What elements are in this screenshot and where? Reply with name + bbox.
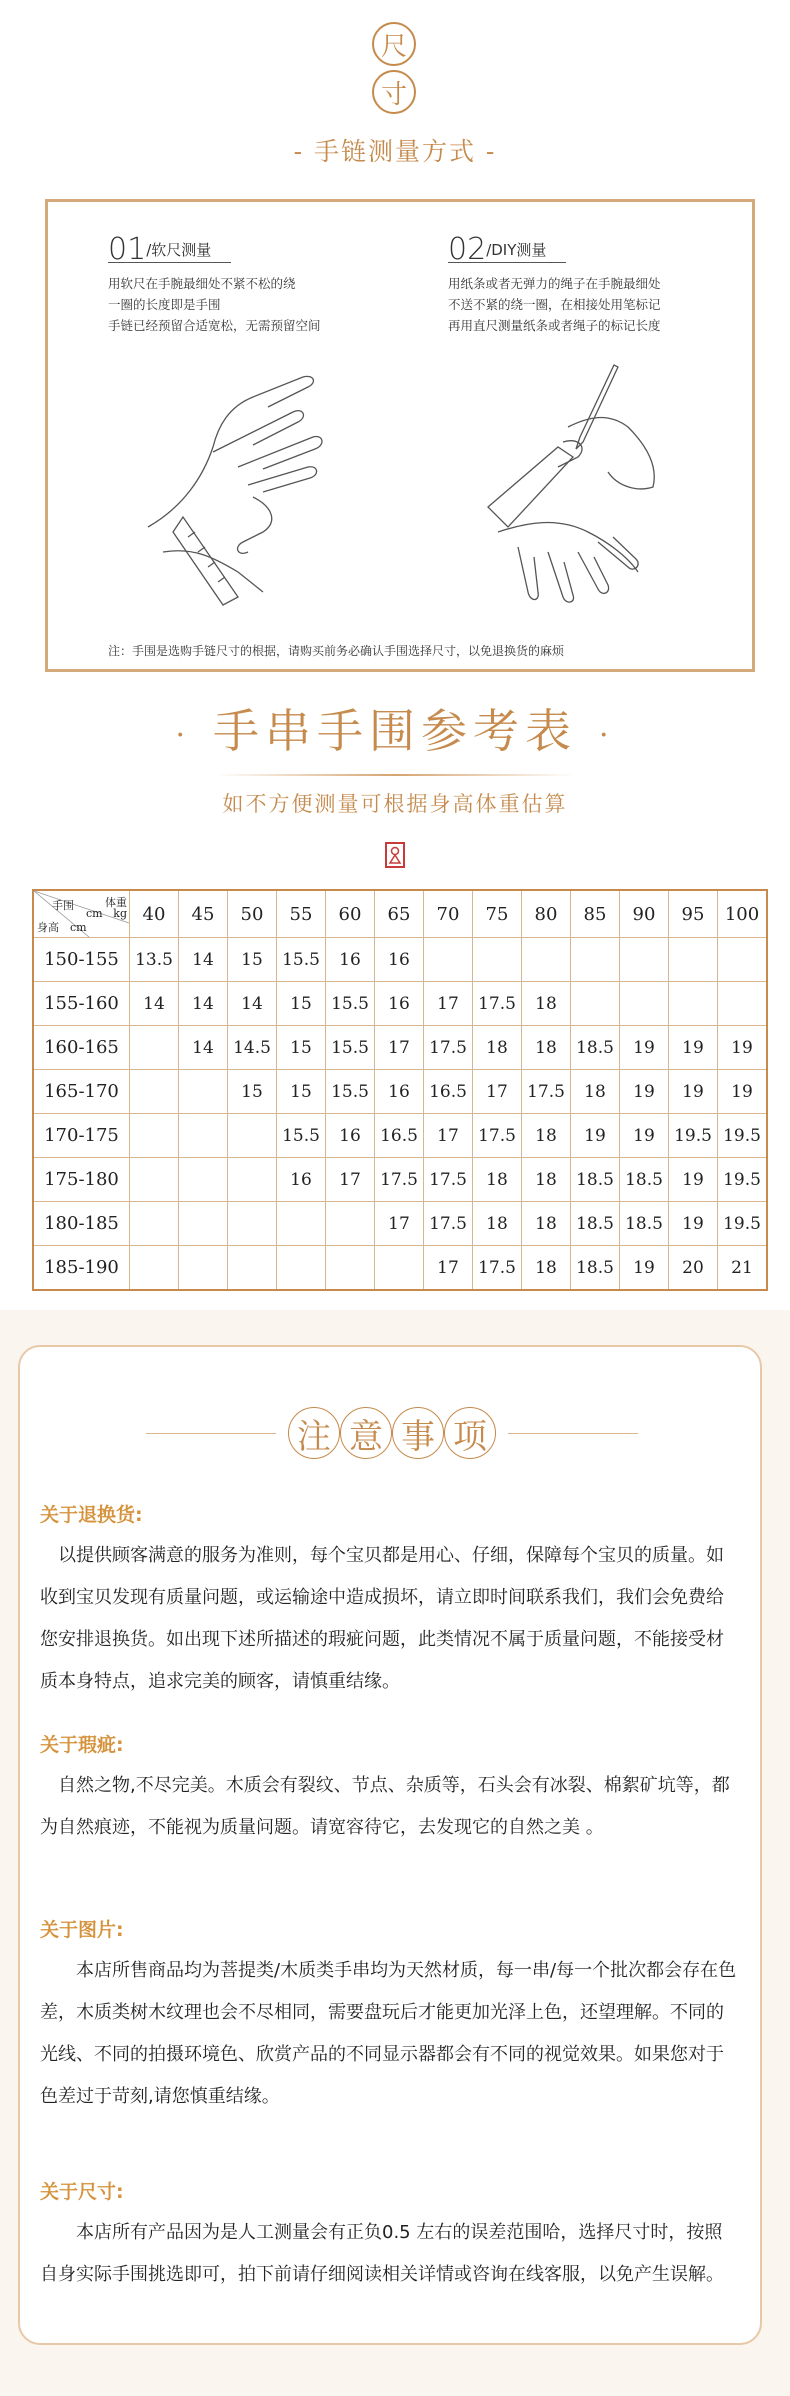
size-table-subtitle: 如不方便测量可根据身高体重估算	[222, 792, 568, 816]
wrist-size-cell	[228, 1202, 277, 1246]
size-table-title	[0, 695, 790, 761]
wrist-size-cell	[718, 982, 768, 1026]
weight-header-3: 55	[277, 890, 326, 938]
wrist-size-cell	[522, 938, 571, 982]
wrist-size-cell: 17	[473, 1070, 522, 1114]
weight-header-7: 75	[473, 890, 522, 938]
corner-wrist-label: 手围	[52, 899, 74, 912]
height-range-cell: 185-190	[33, 1246, 130, 1291]
wrist-size-cell	[669, 938, 718, 982]
wrist-size-cell: 16	[375, 938, 424, 982]
wrist-size-cell	[130, 1114, 179, 1158]
wrist-size-cell	[130, 1158, 179, 1202]
wrist-size-cell	[718, 938, 768, 982]
height-range-cell: 170-175	[33, 1114, 130, 1158]
flaws-text: 自然之物,不尽完美。木质会有裂纹、节点、杂质等，石头会有冰裂、棉絮矿坑等，都为自然痕迹，不能视为质量问题。请宽容待它，去发现它的自然之美 。	[40, 1775, 730, 1838]
wrist-size-cell: 15	[277, 1026, 326, 1070]
wrist-size-cell: 15.5	[277, 1114, 326, 1158]
wrist-size-cell: 16	[326, 1114, 375, 1158]
notes-title	[20, 1407, 764, 1459]
wrist-size-cell: 19.5	[718, 1158, 768, 1202]
wrist-size-cell: 16	[326, 938, 375, 982]
wrist-size-cell: 18.5	[620, 1158, 669, 1202]
notes-card	[18, 1345, 762, 2345]
size-heading: 关于尺寸:	[40, 2181, 124, 2203]
method-1-text: 用软尺在手腕最细处不紧不松的绕 一圈的长度即是手围 手链已经预留合适宽松，无需预留空间	[108, 276, 321, 333]
wrist-size-cell: 18	[522, 1158, 571, 1202]
wrist-size-cell: 15.5	[277, 938, 326, 982]
notes-title-char-2: 意	[340, 1407, 392, 1459]
measure-method-heading: - 手链测量方式 -	[293, 137, 497, 166]
size-seal	[372, 22, 418, 118]
weight-header-2: 50	[228, 890, 277, 938]
wrist-size-cell	[473, 938, 522, 982]
corner-height-label: 身高	[37, 921, 59, 934]
wrist-size-cell	[375, 1246, 424, 1291]
table-row	[33, 938, 767, 982]
wrist-size-cell: 16	[375, 982, 424, 1026]
method-2-title: /DIY测量	[486, 241, 547, 259]
wrist-size-cell: 18	[522, 1202, 571, 1246]
table-row	[33, 1202, 767, 1246]
weight-header-1: 45	[179, 890, 228, 938]
wrist-size-cell: 18	[473, 1158, 522, 1202]
wrist-size-cell: 14	[179, 1026, 228, 1070]
table-row	[33, 1114, 767, 1158]
title-divider	[215, 774, 575, 776]
wrist-size-cell: 18.5	[620, 1202, 669, 1246]
weight-header-0: 40	[130, 890, 179, 938]
wrist-size-cell: 19.5	[718, 1114, 768, 1158]
wrist-size-cell: 15.5	[326, 1026, 375, 1070]
flaws-heading: 关于瑕疵:	[40, 1734, 124, 1756]
table-corner-cell	[33, 890, 130, 938]
corner-cm-label: cm	[86, 907, 103, 920]
wrist-size-cell: 18	[473, 1026, 522, 1070]
wrist-size-cell: 17	[424, 982, 473, 1026]
images-text: 本店所售商品均为菩提类/木质类手串均为天然材质，每一串/每一个批次都会存在色差，木质类树木纹理也会不尽相同，需要盘玩后才能更加光泽上色，还望理解。不同的光线、不同的拍摄环境色、欣赏产品的不同显示器都会有不同的视觉效果。如果您对于色差过于苛刻,请您慎重结缘。	[40, 1960, 737, 2107]
wrist-size-cell: 17.5	[473, 1246, 522, 1291]
notes-title-line-left	[146, 1433, 276, 1434]
wrist-size-cell	[424, 938, 473, 982]
wrist-size-cell: 20	[669, 1246, 718, 1291]
notes-section-size	[40, 2177, 740, 2296]
measure-note: 注：手围是选购手链尺寸的根据，请购买前务必确认手围选择尺寸，以免退换货的麻烦	[108, 644, 565, 658]
wrist-size-cell: 16.5	[375, 1114, 424, 1158]
size-table-title-text: 手串手围参考表	[213, 704, 577, 758]
wrist-size-table	[32, 889, 768, 1291]
wrist-size-cell: 16.5	[424, 1070, 473, 1114]
notes-section-images	[40, 1915, 740, 2118]
wrist-size-cell: 15.5	[326, 982, 375, 1026]
weight-header-11: 95	[669, 890, 718, 938]
wrist-size-cell: 15	[277, 1070, 326, 1114]
wrist-size-cell: 16	[277, 1158, 326, 1202]
wrist-size-cell	[620, 938, 669, 982]
wrist-size-cell: 17.5	[473, 982, 522, 1026]
wrist-size-cell	[228, 1158, 277, 1202]
notes-title-line-right	[508, 1433, 638, 1434]
weight-header-8: 80	[522, 890, 571, 938]
wrist-size-cell	[277, 1202, 326, 1246]
wrist-size-cell	[179, 1246, 228, 1291]
table-row	[33, 1070, 767, 1114]
height-range-cell: 150-155	[33, 938, 130, 982]
notes-title-char-4: 项	[444, 1407, 496, 1459]
notes-title-char-3: 事	[392, 1407, 444, 1459]
wrist-size-cell: 19	[620, 1246, 669, 1291]
wrist-size-cell: 18.5	[571, 1026, 620, 1070]
wrist-size-cell: 17.5	[424, 1026, 473, 1070]
wrist-size-cell: 19	[718, 1026, 768, 1070]
wrist-size-cell: 18.5	[571, 1246, 620, 1291]
notes-section-returns	[40, 1500, 740, 1703]
wrist-size-cell: 19	[571, 1114, 620, 1158]
notes-section-flaws	[40, 1730, 740, 1849]
wrist-size-cell: 18	[522, 1114, 571, 1158]
height-range-cell: 175-180	[33, 1158, 130, 1202]
wrist-size-cell: 19.5	[718, 1202, 768, 1246]
method-1-heading	[108, 232, 231, 267]
method-2-heading	[448, 232, 566, 267]
wrist-size-cell: 15	[228, 1070, 277, 1114]
diy-measure-hand-illustration	[468, 357, 668, 607]
weight-header-10: 90	[620, 890, 669, 938]
method-1-number: 01	[108, 232, 147, 267]
wrist-size-cell	[130, 1246, 179, 1291]
wrist-size-cell: 18.5	[571, 1202, 620, 1246]
weight-header-4: 60	[326, 890, 375, 938]
method-2-number: 02	[448, 232, 487, 267]
wrist-size-cell: 14	[130, 982, 179, 1026]
corner-kg-label: kg	[113, 907, 127, 920]
wrist-size-cell: 14	[228, 982, 277, 1026]
seal-char-1: 尺	[372, 22, 416, 66]
wrist-size-cell: 17	[424, 1246, 473, 1291]
wrist-size-cell: 13.5	[130, 938, 179, 982]
wrist-size-cell	[179, 1070, 228, 1114]
weight-header-12: 100	[718, 890, 768, 938]
wrist-size-cell	[228, 1246, 277, 1291]
method-2-text: 用纸条或者无弹力的绳子在手腕最细处 不送不紧的绕一圈，在相接处用笔标记 再用直尺测量纸条或者绳子的标记长度	[448, 276, 661, 333]
wrist-size-cell: 17	[375, 1026, 424, 1070]
images-heading: 关于图片:	[40, 1919, 124, 1941]
wrist-size-cell	[130, 1026, 179, 1070]
wrist-size-cell: 17.5	[522, 1070, 571, 1114]
table-row	[33, 1158, 767, 1202]
wrist-size-cell: 18	[522, 982, 571, 1026]
measure-methods-box	[45, 199, 755, 672]
wrist-size-cell: 19	[620, 1070, 669, 1114]
wrist-size-cell: 17.5	[473, 1114, 522, 1158]
height-range-cell: 155-160	[33, 982, 130, 1026]
wrist-size-cell	[228, 1114, 277, 1158]
wrist-size-cell: 17	[375, 1202, 424, 1246]
weight-header-5: 65	[375, 890, 424, 938]
method-1-title: /软尺测量	[146, 241, 212, 259]
wrist-size-cell: 14	[179, 938, 228, 982]
wrist-size-cell: 18	[522, 1026, 571, 1070]
wrist-size-cell: 17.5	[424, 1158, 473, 1202]
notes-title-char-1: 注	[288, 1407, 340, 1459]
height-range-cell: 180-185	[33, 1202, 130, 1246]
corner-weight-label: 体重	[105, 896, 127, 909]
wrist-size-cell	[179, 1202, 228, 1246]
table-row	[33, 982, 767, 1026]
wrist-size-cell	[326, 1202, 375, 1246]
tape-measure-hand-illustration	[143, 357, 343, 607]
wrist-size-cell: 21	[718, 1246, 768, 1291]
wrist-size-cell: 17.5	[375, 1158, 424, 1202]
title-dot-left: ·	[175, 717, 191, 753]
corner-cm2-label: cm	[70, 921, 87, 934]
wrist-size-cell	[179, 1158, 228, 1202]
wrist-size-cell	[277, 1246, 326, 1291]
wrist-size-cell	[571, 938, 620, 982]
wrist-size-cell: 19	[620, 1114, 669, 1158]
height-range-cell: 160-165	[33, 1026, 130, 1070]
wrist-size-cell	[179, 1114, 228, 1158]
wrist-size-cell: 19	[620, 1026, 669, 1070]
table-row	[33, 1246, 767, 1291]
returns-text: 以提供顾客满意的服务为准则，每个宝贝都是用心、仔细，保障每个宝贝的质量。如收到宝贝发现有质量问题，或运输途中造成损坏，请立即时间联系我们，我们会免费给您安排退换货。如出现下述所描述的瑕疵问题，此类情况不属于质量问题，不能接受材质本身特点，追求完美的顾客，请慎重结缘。	[40, 1545, 724, 1692]
wrist-size-cell	[620, 982, 669, 1026]
wrist-size-cell: 14.5	[228, 1026, 277, 1070]
wrist-size-cell	[669, 982, 718, 1026]
wrist-size-cell	[130, 1202, 179, 1246]
wrist-size-cell: 19	[669, 1026, 718, 1070]
wrist-size-cell: 19	[718, 1070, 768, 1114]
seal-char-2: 寸	[372, 70, 416, 114]
wrist-size-cell: 18	[473, 1202, 522, 1246]
wrist-size-cell	[326, 1246, 375, 1291]
wrist-size-cell: 18	[571, 1070, 620, 1114]
method-2	[448, 232, 748, 336]
size-text: 本店所有产品因为是人工测量会有正负0.5 左右的误差范围哈，选择尺寸时，按照自身实际手围挑选即可，拍下前请仔细阅读相关详情或咨询在线客服，以免产生误解。	[40, 2222, 724, 2285]
method-1	[108, 232, 408, 336]
wrist-size-cell: 17	[326, 1158, 375, 1202]
table-row	[33, 1026, 767, 1070]
wrist-size-cell	[130, 1070, 179, 1114]
wrist-size-cell: 18.5	[571, 1158, 620, 1202]
wrist-size-cell: 15	[228, 938, 277, 982]
wrist-size-cell: 17.5	[424, 1202, 473, 1246]
wrist-size-cell: 15	[277, 982, 326, 1026]
height-range-cell: 165-170	[33, 1070, 130, 1114]
wrist-size-cell: 19	[669, 1202, 718, 1246]
wrist-size-cell: 19.5	[669, 1114, 718, 1158]
wrist-size-cell: 16	[375, 1070, 424, 1114]
table-header-row	[33, 890, 767, 938]
wrist-size-cell: 19	[669, 1158, 718, 1202]
wrist-size-cell: 19	[669, 1070, 718, 1114]
returns-heading: 关于退换货:	[40, 1504, 143, 1526]
wrist-size-cell: 15.5	[326, 1070, 375, 1114]
wrist-size-cell	[571, 982, 620, 1026]
wrist-size-cell: 17	[424, 1114, 473, 1158]
wrist-size-cell: 14	[179, 982, 228, 1026]
title-dot-right: ·	[599, 717, 615, 753]
wrist-size-cell: 18	[522, 1246, 571, 1291]
weight-header-6: 70	[424, 890, 473, 938]
weight-header-9: 85	[571, 890, 620, 938]
red-seal-icon	[385, 842, 405, 868]
